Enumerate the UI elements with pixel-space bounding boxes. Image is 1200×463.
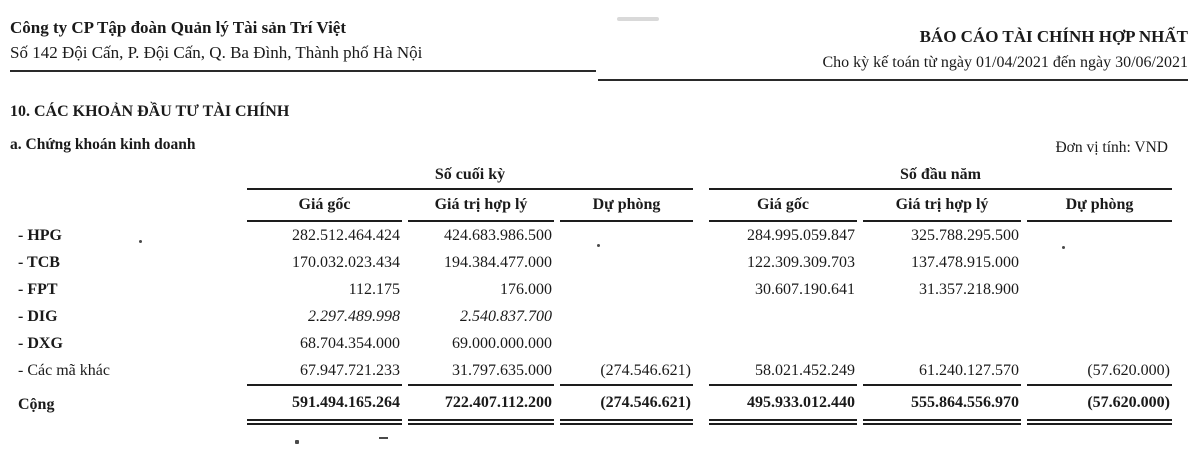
row-label: - Các mã khác: [18, 361, 110, 379]
group-gap: [699, 162, 703, 190]
col-header-fair-value: Giá trị hợp lý: [863, 190, 1021, 222]
row-label: - DIG: [18, 307, 58, 325]
col-header-cost: Giá gốc: [709, 190, 857, 222]
total-boy-fair-value-cell: 555.864.556.970: [863, 384, 1021, 425]
group-gap: [699, 357, 703, 384]
col-header-fair-value: Giá trị hợp lý: [408, 190, 554, 222]
letterhead-report: [598, 24, 1188, 81]
eop-provision-cell: [560, 249, 693, 276]
boy-fair-value-cell: 61.240.127.570: [919, 361, 1019, 379]
group-gap: [699, 303, 703, 330]
boy-fair-value-cell: [863, 303, 1021, 330]
group-gap: [699, 249, 703, 276]
group-header-beginning-of-year: Số đầu năm: [709, 162, 1172, 190]
company-address: Số 142 Đội Cấn, P. Đội Cấn, Q. Ba Đình, Thành phố Hà Nội: [10, 43, 423, 62]
eop-cost-cell: 2.297.489.998: [308, 307, 400, 325]
eop-cost-cell: 282.512.464.424: [292, 226, 400, 244]
table-row-dxg: [16, 330, 1172, 357]
empty-cell: [16, 190, 241, 222]
group-gap: [699, 330, 703, 357]
total-eop-fair-value-cell: 722.407.112.200: [408, 384, 554, 425]
scan-artifact: [295, 440, 299, 444]
scan-artifact: [597, 244, 600, 247]
row-label: - FPT: [18, 280, 58, 298]
section-subtitle: a. Chứng khoán kinh doanh: [10, 136, 196, 153]
table-row-fpt: [16, 276, 1172, 303]
eop-cost-cell: 170.032.023.434: [292, 253, 400, 271]
row-label: - HPG: [18, 226, 62, 244]
col-header-provision: Dự phòng: [560, 190, 693, 222]
table-total-row: [16, 384, 1172, 425]
eop-provision-cell: [560, 303, 693, 330]
boy-provision-cell: [1027, 303, 1172, 330]
table-row-hpg: [16, 222, 1172, 249]
boy-fair-value-cell: 137.478.915.000: [911, 253, 1019, 271]
boy-provision-cell: (57.620.000): [1087, 361, 1170, 379]
group-header-end-of-period: Số cuối kỳ: [247, 162, 693, 190]
eop-cost-cell: 68.704.354.000: [300, 334, 400, 352]
scan-artifact: [617, 17, 659, 21]
section-title: 10. CÁC KHOẢN ĐẦU TƯ TÀI CHÍNH: [10, 103, 290, 120]
eop-provision-cell: [560, 276, 693, 303]
eop-fair-value-cell: 424.683.986.500: [444, 226, 552, 244]
letterhead-company: [10, 16, 596, 72]
eop-provision-cell: [560, 330, 693, 357]
boy-fair-value-cell: [863, 330, 1021, 357]
report-title: BÁO CÁO TÀI CHÍNH HỢP NHẤT: [919, 27, 1188, 46]
eop-fair-value-cell: 31.797.635.000: [452, 361, 552, 379]
total-boy-provision-cell: (57.620.000): [1027, 384, 1172, 425]
table-row-dig: [16, 303, 1172, 330]
group-gap: [699, 384, 703, 425]
column-header-row: [16, 190, 1172, 222]
row-label: - DXG: [18, 334, 63, 352]
eop-fair-value-cell: 2.540.837.700: [460, 307, 552, 325]
eop-provision-cell: (274.546.621): [600, 361, 691, 379]
group-gap: [699, 222, 703, 249]
boy-cost-cell: 122.309.309.703: [747, 253, 855, 271]
group-gap: [699, 276, 703, 303]
boy-cost-cell: 30.607.190.641: [755, 280, 855, 298]
empty-cell: [16, 162, 241, 190]
boy-fair-value-cell: 325.788.295.500: [911, 226, 1019, 244]
boy-cost-cell: 284.995.059.847: [747, 226, 855, 244]
boy-provision-cell: [1027, 330, 1172, 357]
eop-fair-value-cell: 194.384.477.000: [444, 253, 552, 271]
eop-fair-value-cell: 176.000: [500, 280, 552, 298]
table-row-other-codes: [16, 357, 1172, 384]
eop-provision-cell: [560, 222, 693, 249]
table-row-tcb: [16, 249, 1172, 276]
scan-artifact: [139, 240, 142, 243]
boy-cost-cell: [709, 330, 857, 357]
col-header-cost: Giá gốc: [247, 190, 402, 222]
group-header-row: [16, 162, 1172, 190]
boy-provision-cell: [1027, 222, 1172, 249]
trading-securities-table: [10, 162, 1178, 425]
total-eop-provision-cell: (274.546.621): [560, 384, 693, 425]
boy-fair-value-cell: 31.357.218.900: [919, 280, 1019, 298]
boy-cost-cell: [709, 303, 857, 330]
scan-artifact: [1062, 246, 1065, 249]
group-gap: [699, 190, 703, 222]
col-header-provision: Dự phòng: [1027, 190, 1172, 222]
scan-artifact: [379, 437, 388, 439]
eop-fair-value-cell: 69.000.000.000: [452, 334, 552, 352]
company-name: Công ty CP Tập đoàn Quản lý Tài sản Trí Việt: [10, 18, 346, 37]
boy-provision-cell: [1027, 276, 1172, 303]
eop-cost-cell: 67.947.721.233: [300, 361, 400, 379]
row-label: - TCB: [18, 253, 60, 271]
unit-label: Đơn vị tính: VND: [1055, 139, 1168, 156]
boy-provision-cell: [1027, 249, 1172, 276]
eop-cost-cell: 112.175: [348, 280, 400, 298]
total-row-label: Cộng: [18, 395, 55, 413]
report-period: Cho kỳ kế toán từ ngày 01/04/2021 đến ngày 30/06/2021: [822, 54, 1188, 71]
total-boy-cost-cell: 495.933.012.440: [709, 384, 857, 425]
total-eop-cost-cell: 591.494.165.264: [247, 384, 402, 425]
boy-cost-cell: 58.021.452.249: [755, 361, 855, 379]
